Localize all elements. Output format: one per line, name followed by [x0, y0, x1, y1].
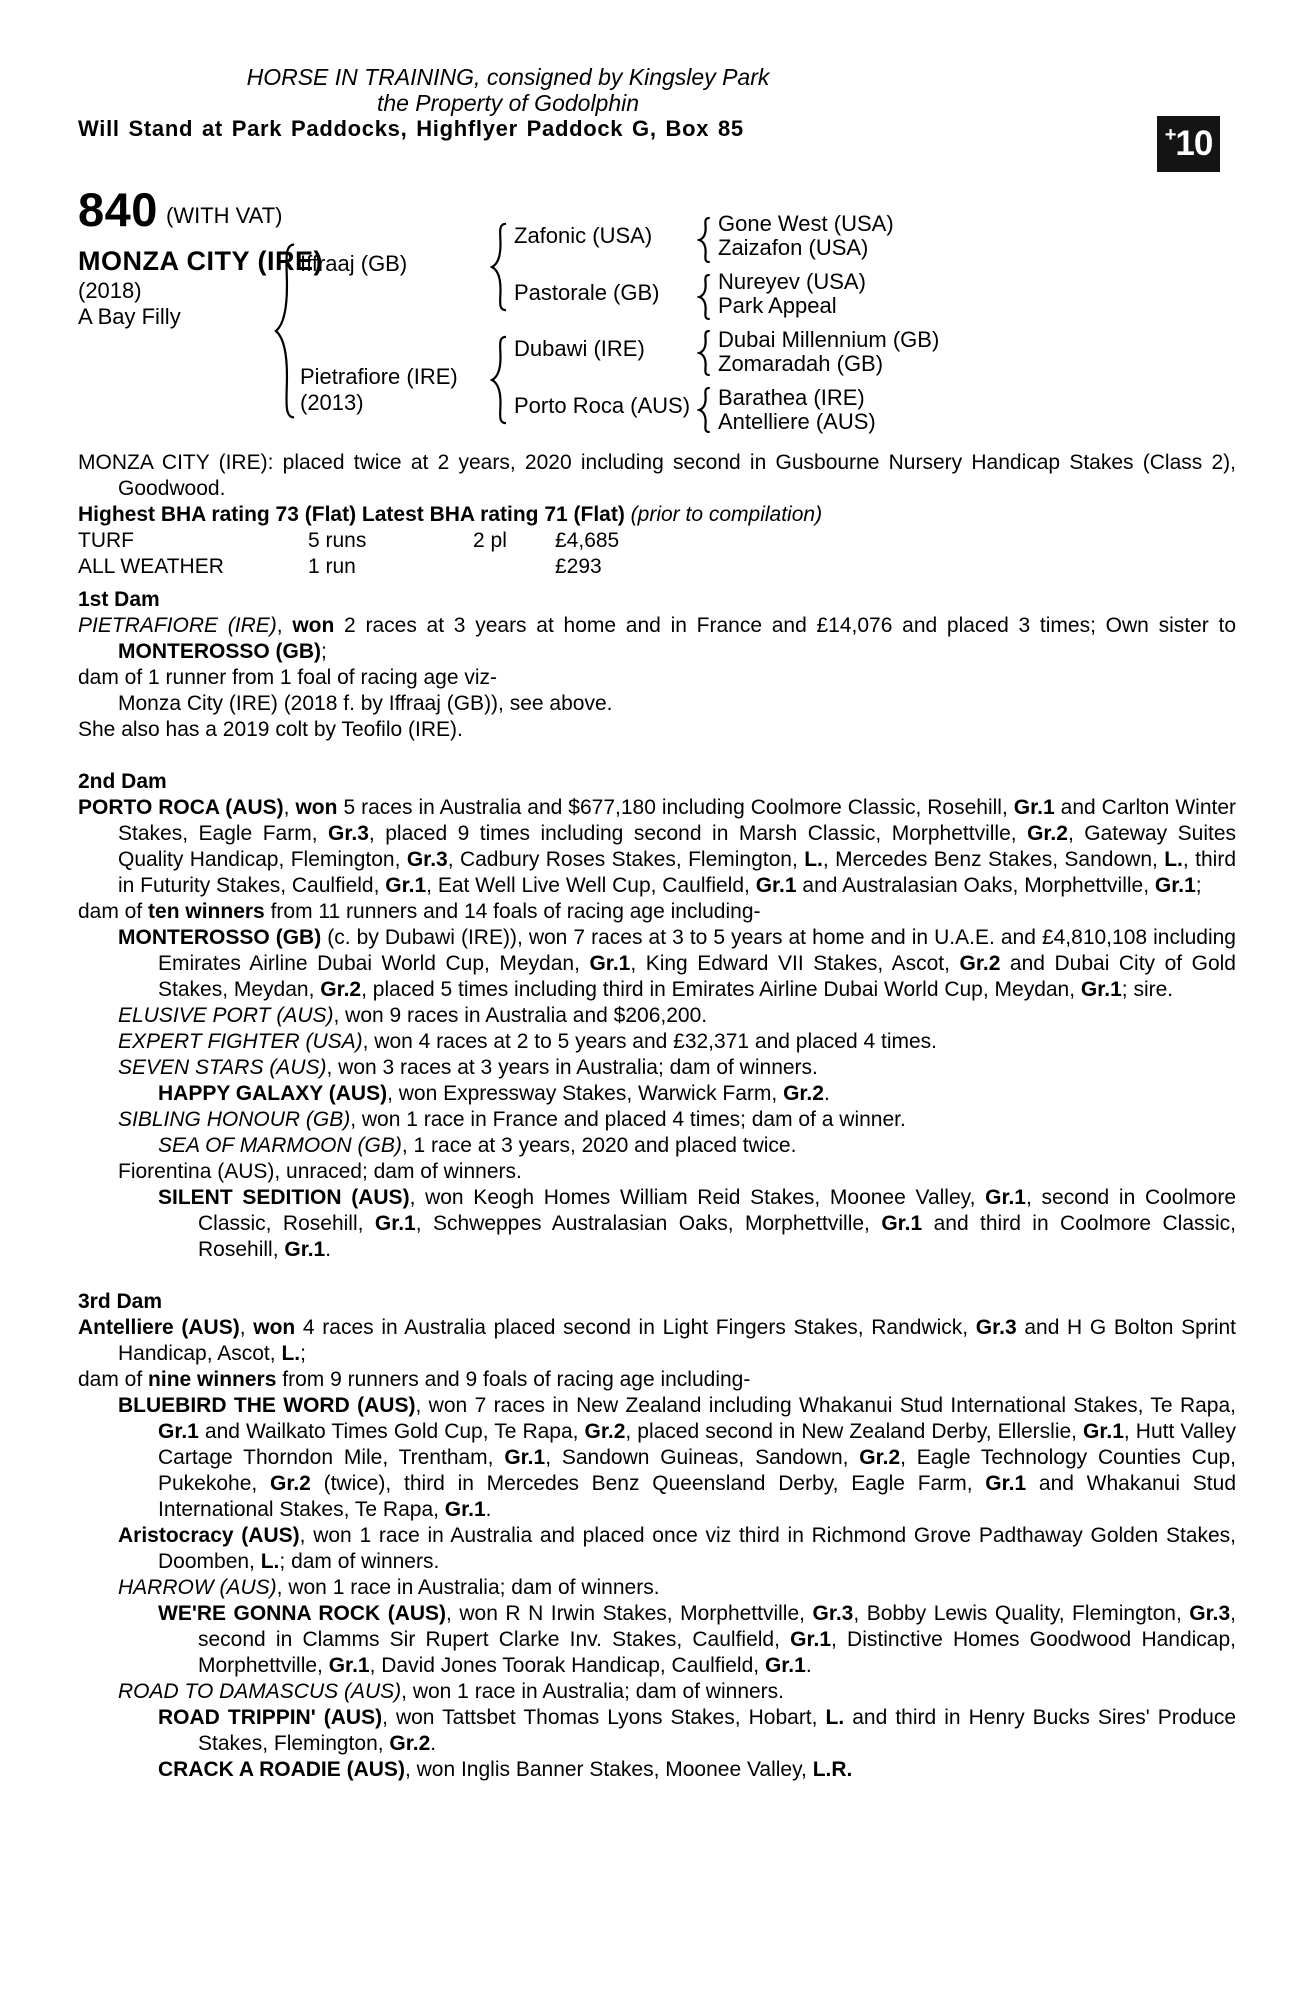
great-grandparent-1: Gone West (USA) [718, 211, 894, 236]
record-pl: 2 pl [473, 529, 507, 552]
race-record-row [78, 528, 1236, 554]
pedigree-paragraph: SEVEN STARS (AUS), won 3 races at 3 years in Australia; dam of winners. [118, 1056, 818, 1079]
great-grandparent-7: Barathea (IRE) [718, 385, 865, 410]
dam-name: Pietrafiore (IRE) [300, 364, 458, 389]
pedigree-paragraph: EXPERT FIGHTER (USA), won 4 races at 2 to 5 years and £32,371 and placed 4 times. [118, 1030, 938, 1053]
pedigree-paragraph: HARROW (AUS), won 1 race in Australia; dam of winners. [118, 1576, 660, 1599]
sire-name: Iffraaj (GB) [300, 251, 408, 276]
great-grandparent-6: Zomaradah (GB) [718, 351, 884, 376]
pedigree-paragraph: HAPPY GALAXY (AUS), won Expressway Stakes, Warwick Farm, Gr.2. [158, 1082, 830, 1105]
record-money: £293 [555, 555, 602, 578]
pedigree-brace-sire [489, 222, 509, 312]
dam-section-heading: 1st Dam [78, 588, 160, 611]
great-grandparent-4: Park Appeal [718, 293, 837, 318]
pedigree-paragraph: ELUSIVE PORT (AUS), won 9 races in Australia and $206,200. [118, 1004, 708, 1027]
consignor-line: HORSE IN TRAINING, consigned by Kingsley Park [246, 64, 770, 90]
pedigree-paragraph: PIETRAFIORE (IRE), won 2 races at 3 years at home and in France and £14,076 and placed 3 times; Own sister to MONTEROSSO (GB); [78, 614, 1236, 663]
pedigree-paragraph: Monza City (IRE) (2018 f. by Iffraaj (GB)), see above. [118, 692, 613, 715]
pedigree-paragraph: MONTEROSSO (GB) (c. by Dubawi (IRE)), won 7 races at 3 to 5 years at home and in U.A.E. and £4,810,108 including Emirates Airline Dubai World Cup, Meydan, Gr.1, King Edward VII Stakes, Ascot, Gr.2 and Dubai City of Gold Stakes, Meydan, Gr.2, placed 5 times including third in Emirates Airline Dubai World Cup, Meydan, Gr.1; sire. [118, 926, 1236, 1001]
record-runs: 5 runs [308, 529, 367, 552]
bha-rating-bold: Highest BHA rating 73 (Flat) Latest BHA rating 71 (Flat) [78, 503, 631, 526]
pedigree-paragraph: SILENT SEDITION (AUS), won Keogh Homes William Reid Stakes, Moonee Valley, Gr.1, second in Coolmore Classic, Rosehill, Gr.1, Schweppes Australasian Oaks, Morphettville, Gr.1 and third in Coolmore Classic, Rosehill, Gr.1. [158, 1186, 1236, 1261]
record-surface: ALL WEATHER [78, 555, 224, 578]
vat-note: (WITH VAT) [166, 203, 283, 228]
stand-location-line: Will Stand at Park Paddocks, Highflyer Paddock G, Box 85 [78, 116, 744, 141]
record-runs: 1 run [308, 555, 356, 578]
pedigree-paragraph: SIBLING HONOUR (GB), won 1 race in France and placed 4 times; dam of a winner. [118, 1108, 906, 1131]
pedigree-paragraph: Aristocracy (AUS), won 1 race in Australia and placed once viz third in Richmond Grove Padthaway Golden Stakes, Doomben, L.; dam of winners. [118, 1524, 1236, 1573]
pedigree-paragraph: CRACK A ROADIE (AUS), won Inglis Banner Stakes, Moonee Valley, L.R. [158, 1758, 853, 1781]
granddam-maternal: Porto Roca (AUS) [514, 393, 691, 418]
dam-sections [78, 587, 1236, 1783]
plus-sign: + [1164, 123, 1177, 146]
foaling-year: (2018) [78, 278, 142, 303]
pedigree-brace-parents [272, 241, 298, 421]
grandsire-paternal: Zafonic (USA) [514, 223, 653, 248]
dam-section-heading: 2nd Dam [78, 770, 167, 793]
pedigree-paragraph: dam of 1 runner from 1 foal of racing age viz- [78, 666, 498, 689]
race-record-note: MONZA CITY (IRE): placed twice at 2 years, 2020 including second in Gusbourne Nursery Handicap Stakes (Class 2), Goodwood. [78, 451, 1236, 500]
pedigree-brace-gg4 [697, 387, 712, 433]
great-grandparent-3: Nureyev (USA) [718, 269, 866, 294]
great-grandparent-5: Dubai Millennium (GB) [718, 327, 940, 352]
pedigree-paragraph: SEA OF MARMOON (GB), 1 race at 3 years, 2020 and placed twice. [158, 1134, 797, 1157]
plus10-badge [1157, 116, 1220, 172]
bha-rating-italic: (prior to compilation) [630, 503, 823, 526]
pedigree-paragraph: dam of ten winners from 11 runners and 14 foals of racing age including- [78, 900, 761, 923]
pedigree-paragraph: Antelliere (AUS), won 4 races in Australia placed second in Light Fingers Stakes, Randwick, Gr.3 and H G Bolton Sprint Handicap, Ascot, L.; [78, 1316, 1237, 1365]
ratings-block [78, 502, 1236, 580]
pedigree-brace-gg3 [697, 330, 712, 376]
race-record-row [78, 554, 1236, 580]
dam-year: (2013) [300, 390, 364, 415]
pedigree-paragraph: ROAD TO DAMASCUS (AUS), won 1 race in Australia; dam of winners. [118, 1680, 785, 1703]
pedigree-paragraph: WE'RE GONNA ROCK (AUS), won R N Irwin Stakes, Morphettville, Gr.3, Bobby Lewis Quality, Flemington, Gr.3, second in Clamms Sir Rupert Clarke Inv. Stakes, Caulfield, Gr.1, Distinctive Homes Goodwood Handicap, Morphettville, Gr.1, David Jones Toorak Handicap, Caulfield, Gr.1. [158, 1602, 1237, 1677]
great-grandparent-8: Antelliere (AUS) [718, 409, 876, 434]
pedigree-paragraph: Fiorentina (AUS), unraced; dam of winners. [118, 1160, 522, 1183]
granddam-paternal: Pastorale (GB) [514, 280, 660, 305]
pedigree-brace-gg2 [697, 274, 712, 320]
grandsire-maternal: Dubawi (IRE) [514, 336, 645, 361]
pedigree-brace-dam [489, 335, 509, 425]
pedigree-paragraph: dam of nine winners from 9 runners and 9 foals of racing age including- [78, 1368, 751, 1391]
horse-description: A Bay Filly [78, 304, 181, 329]
horse-name: MONZA CITY (IRE) [78, 246, 323, 276]
property-line: the Property of Godolphin [376, 90, 640, 116]
record-surface: TURF [78, 529, 134, 552]
lot-number: 840 [78, 183, 158, 236]
dam-section-heading: 3rd Dam [78, 1290, 163, 1313]
pedigree-paragraph: PORTO ROCA (AUS), won 5 races in Australia and $677,180 including Coolmore Classic, Rosehill, Gr.1 and Carlton Winter Stakes, Eagle Farm, Gr.3, placed 9 times including second in Marsh Classic, Morphettville, Gr.2, Gateway Suites Quality Handicap, Flemington, Gr.3, Cadbury Roses Stakes, Flemington, L., Mercedes Benz Stakes, Sandown, L., third in Futurity Stakes, Caulfield, Gr.1, Eat Well Live Well Cup, Caulfield, Gr.1 and Australasian Oaks, Morphettville, Gr.1; [78, 796, 1237, 897]
pedigree-paragraph: BLUEBIRD THE WORD (AUS), won 7 races in New Zealand including Whakanui Stud International Stakes, Te Rapa, Gr.1 and Wailkato Times Gold Cup, Te Rapa, Gr.2, placed second in New Zealand Derby, Ellerslie, Gr.1, Hutt Valley Cartage Thorndon Mile, Trentham, Gr.1, Sandown Guineas, Sandown, Gr.2, Eagle Technology Counties Cup, Pukekohe, Gr.2 (twice), third in Mercedes Benz Queensland Derby, Eagle Farm, Gr.1 and Whakanui Stud International Stakes, Te Rapa, Gr.1. [118, 1394, 1237, 1521]
catalogue-body [78, 450, 1236, 1783]
bha-rating-line [78, 502, 1236, 528]
record-money: £4,685 [555, 529, 620, 552]
pedigree-brace-gg1 [697, 217, 712, 263]
race-record-table [78, 528, 1236, 580]
pedigree-paragraph: She also has a 2019 colt by Teofilo (IRE). [78, 718, 463, 741]
pedigree-paragraph: ROAD TRIPPIN' (AUS), won Tattsbet Thomas Lyons Stakes, Hobart, L. and third in Henry Bucks Sires' Produce Stakes, Flemington, Gr.2. [158, 1706, 1236, 1755]
badge-number: 10 [1175, 124, 1213, 163]
great-grandparent-2: Zaizafon (USA) [718, 235, 869, 260]
